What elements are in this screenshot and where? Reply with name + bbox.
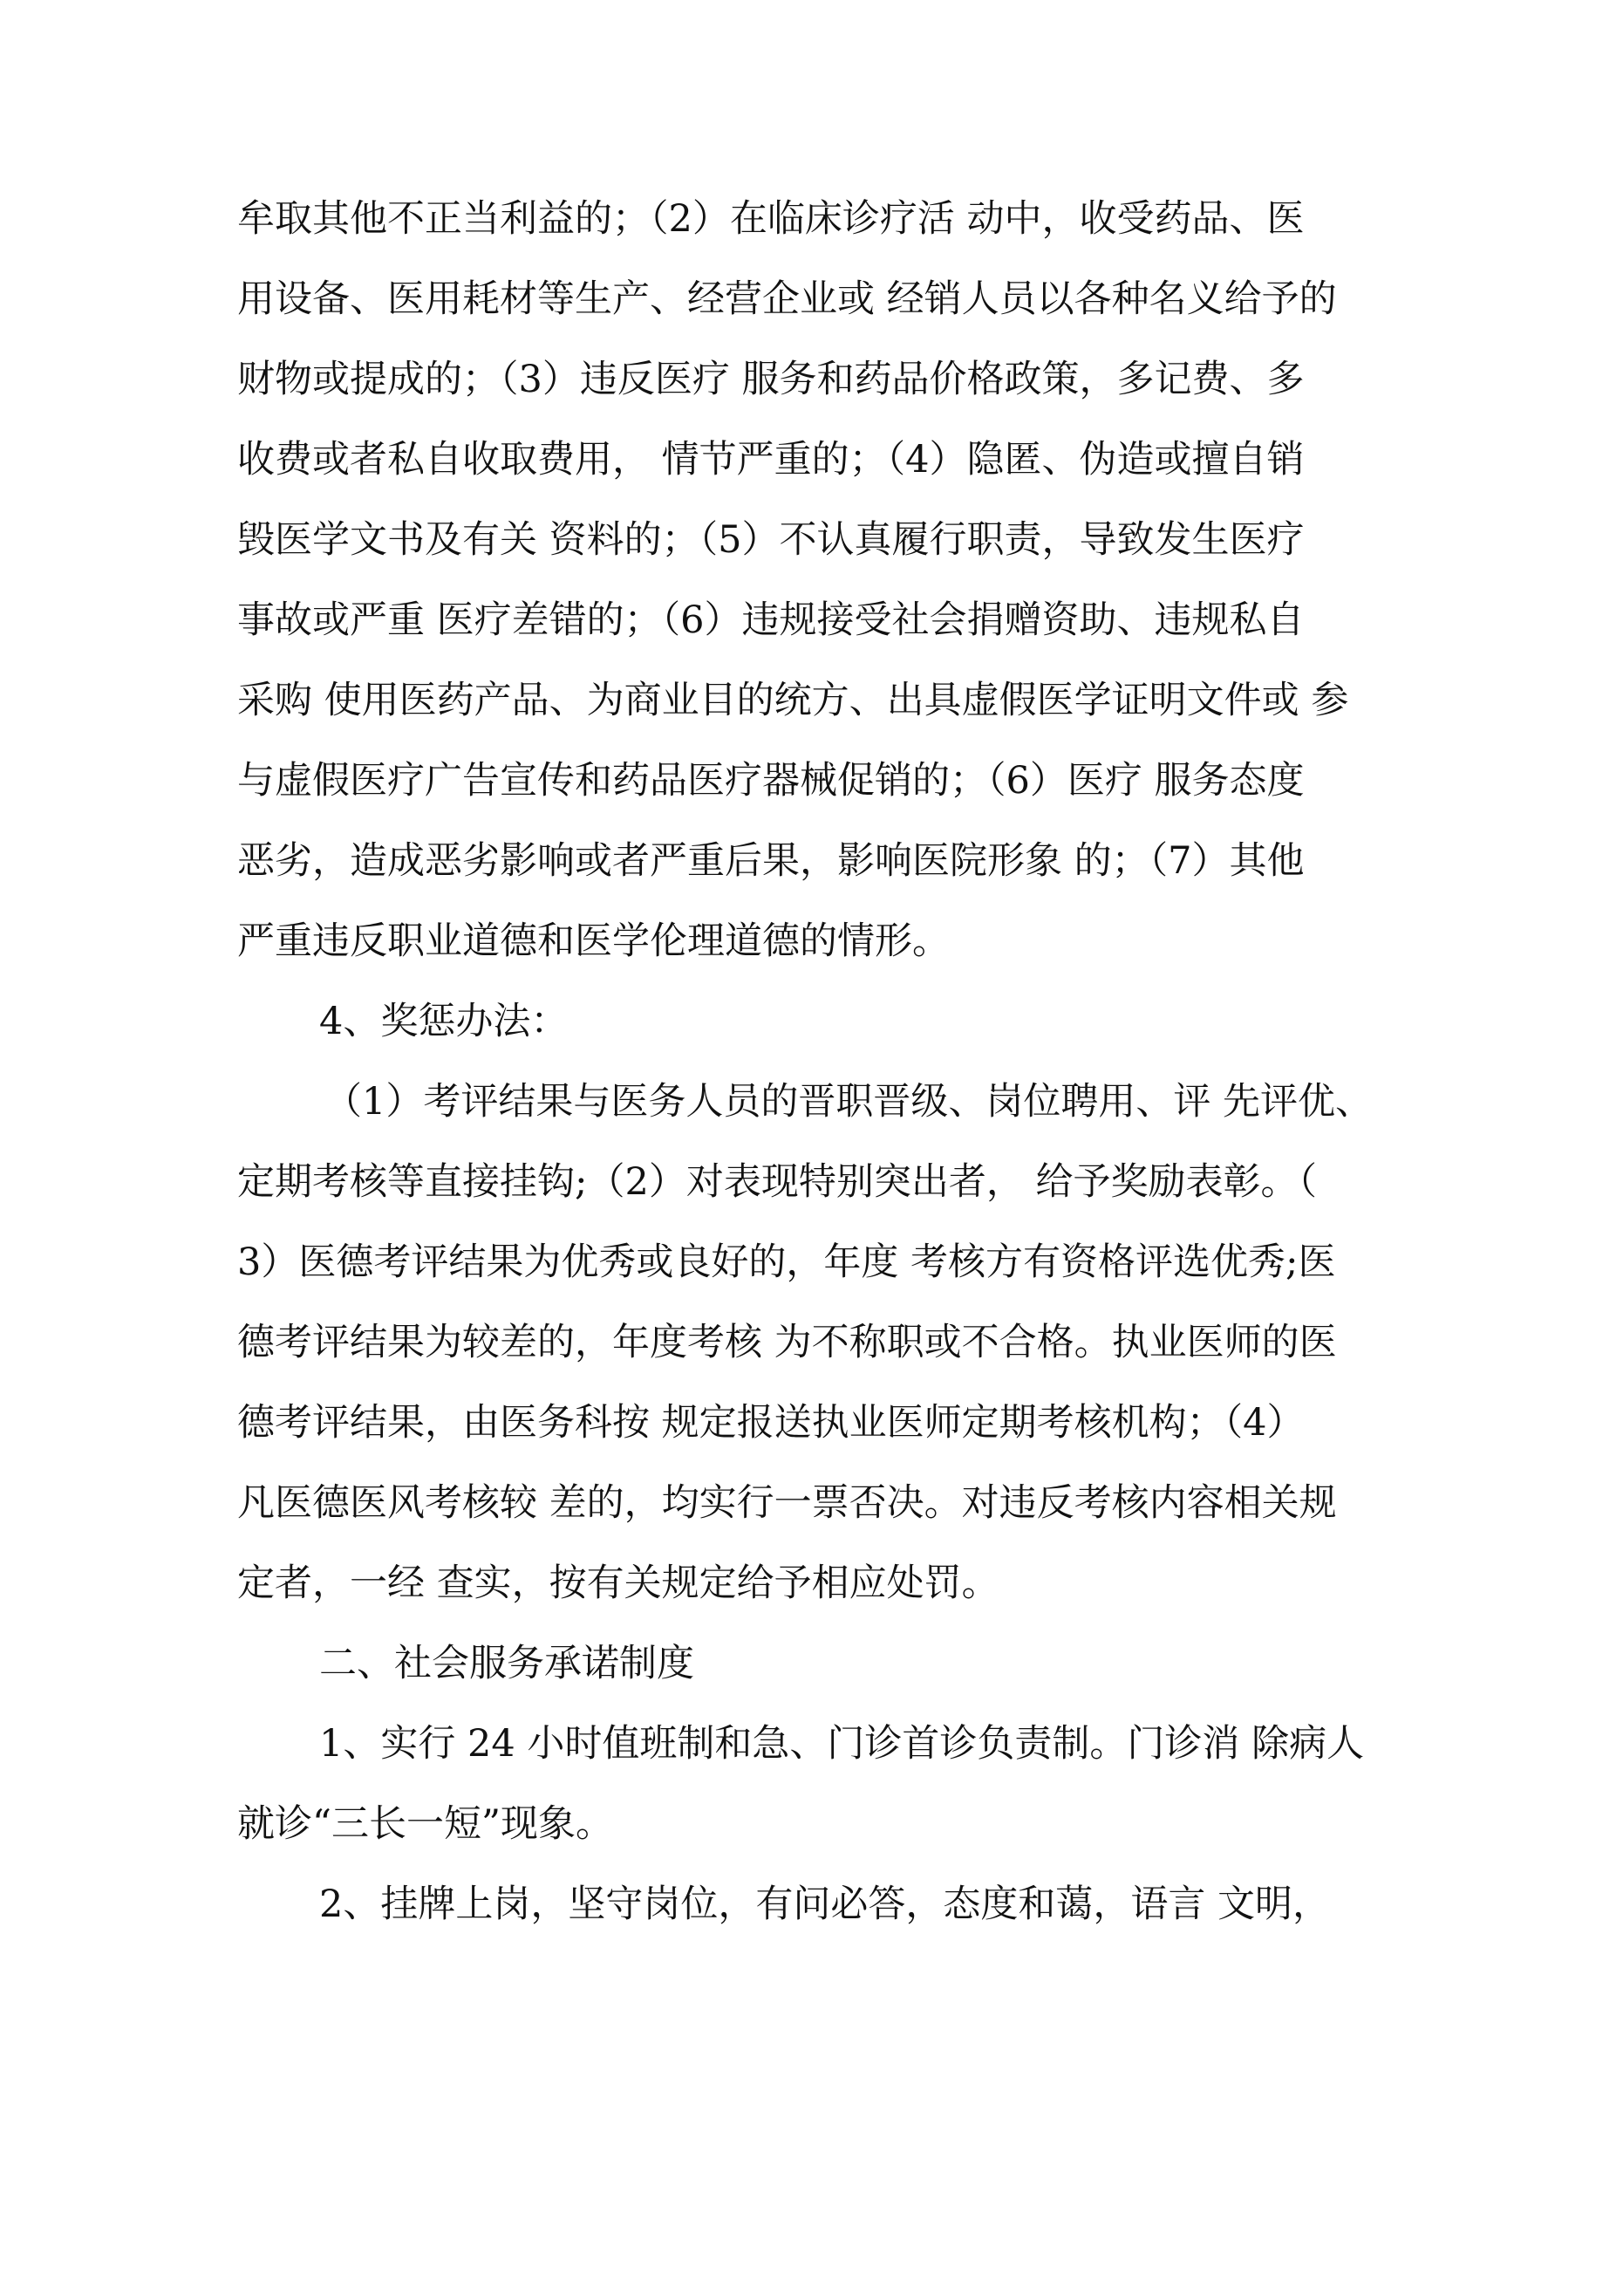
text-line: 定期考核等直接挂钩;（2）对表现特别突出者， 给予奖励表彰。（ [237, 1160, 1318, 1204]
text-line: 2、挂牌上岗，坚守岗位，有问必答，态度和蔼，语言 文明， [319, 1883, 1331, 1926]
text-line: 收费或者私自收取费用， 情节严重的；（4）隐匿、伪造或擅自销 [237, 438, 1305, 482]
text-line: 毁医学文书及有关 资料的；（5）不认真履行职责，导致发生医疗 [237, 518, 1305, 562]
text-line: 牟取其他不正当利益的；（2）在临床诊疗活 动中，收受药品、医 [237, 197, 1305, 241]
section-heading: 4、奖惩办法： [319, 1000, 569, 1043]
text-line: 德考评结果为较差的，年度考核 为不称职或不合格。执业医师的医 [237, 1321, 1337, 1364]
text-line: 恶劣，造成恶劣影响或者严重后果，影响医院形象 的；（7）其他 [237, 839, 1305, 883]
text-line: 与虚假医疗广告宣传和药品医疗器械促销的；（6）医疗 服务态度 [237, 759, 1305, 803]
text-line: 定者，一经 查实，按有关规定给予相应处罚。 [237, 1561, 999, 1605]
text-line: 1、实行 24 小时值班制和急、门诊首诊负责制。门诊消 除病人 [319, 1722, 1365, 1766]
text-line: 财物或提成的；（3）违反医疗 服务和药品价格政策，多记费、多 [237, 358, 1305, 401]
text-line: 3）医德考评结果为优秀或良好的，年度 考核方有资格评选优秀;医 [237, 1240, 1336, 1284]
text-line: 采购 使用医药产品、为商业目的统方、出具虚假医学证明文件或 参 [237, 679, 1349, 722]
section-heading: 二、社会服务承诺制度 [319, 1642, 694, 1685]
text-line: 德考评结果，由医务科按 规定报送执业医师定期考核机构；（4） [237, 1401, 1305, 1445]
text-line: 就诊“三长一短”现象。 [237, 1802, 613, 1846]
text-line: 用设备、医用耗材等生产、经营企业或 经销人员以各种名义给予的 [237, 277, 1337, 321]
text-line: 凡医德医风考核较 差的，均实行一票否决。对违反考核内容相关规 [237, 1481, 1337, 1525]
text-line: 事故或严重 医疗差错的；（6）违规接受社会捐赠资助、违规私自 [237, 598, 1305, 642]
text-line: （1）考评结果与医务人员的晋职晋级、岗位聘用、评 先评优、 [324, 1080, 1374, 1124]
text-line: 严重违反职业道德和医学伦理道德的情形。 [237, 919, 950, 963]
